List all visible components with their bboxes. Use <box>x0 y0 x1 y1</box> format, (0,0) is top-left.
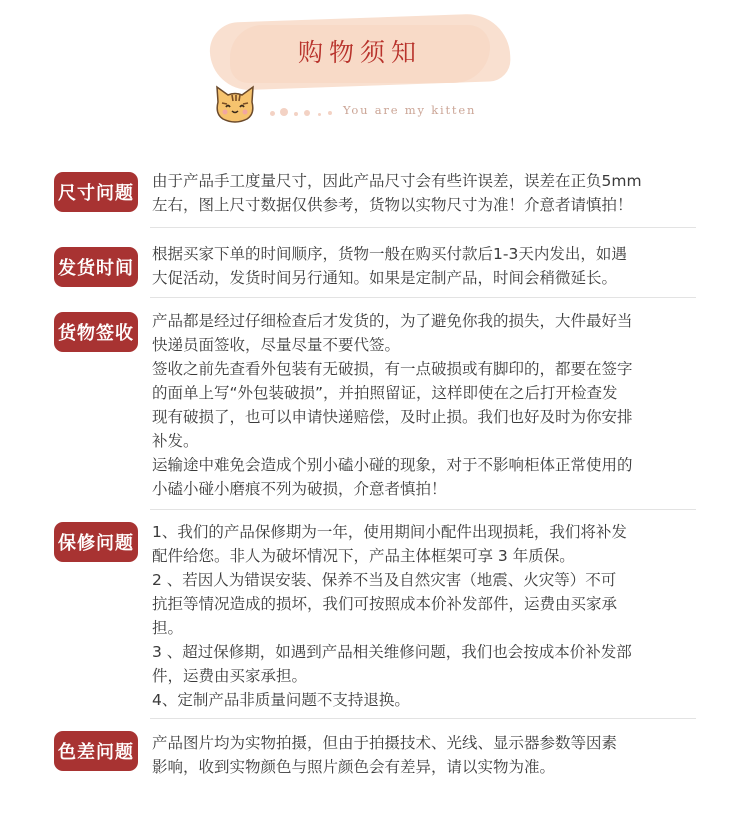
divider <box>150 297 696 298</box>
content-line: 小磕小碰小磨痕不列为破损，介意者慎拍！ <box>152 480 447 498</box>
section-badge: 保修问题 <box>54 522 138 562</box>
content-line: 现有破损了，也可以申请快递赔偿，及时止损。我们也好及时为你安排 <box>152 408 633 426</box>
section-badge: 色差问题 <box>54 731 138 771</box>
page-subtitle: You are my kitten <box>343 103 477 117</box>
content-line: 大促活动，发货时间另行通知。如果是定制产品，时间会稍微延长。 <box>152 269 618 287</box>
content-line: 运输途中难免会造成个别小磕小碰的现象，对于不影响柜体正常使用的 <box>152 456 633 474</box>
cat-face-icon <box>213 84 257 124</box>
section-badge: 发货时间 <box>54 247 138 287</box>
content-line: 影响，收到实物颜色与照片颜色会有差异，请以实物为准。 <box>152 758 556 776</box>
section-content <box>152 169 697 217</box>
content-line: 4、定制产品非质量问题不支持退换。 <box>152 691 410 709</box>
section-badge: 尺寸问题 <box>54 172 138 212</box>
content-line: 签收之前先查看外包装有无破损，有一点破损或有脚印的，都要在签字 <box>152 360 633 378</box>
section-content <box>152 242 697 290</box>
content-line: 2 、若因人为错误安装、保养不当及自然灾害（地震、火灾等）不可 <box>152 571 617 589</box>
content-line: 快递员面签收，尽量尽量不要代签。 <box>152 336 401 354</box>
section-content <box>152 309 697 501</box>
content-line: 配件给您。非人为破坏情况下，产品主体框架可享 3 年质保。 <box>152 547 575 565</box>
content-line: 产品图片均为实物拍摄，但由于拍摄技术、光线、显示器参数等因素 <box>152 734 618 752</box>
divider <box>150 509 696 510</box>
content-line: 3 、超过保修期，如遇到产品相关维修问题，我们也会按成本价补发部 <box>152 643 632 661</box>
page-title: 购物须知 <box>297 38 422 67</box>
section-content <box>152 520 697 712</box>
divider <box>150 718 696 719</box>
header <box>0 0 750 140</box>
content-line: 补发。 <box>152 432 199 450</box>
content-line: 左右，图上尺寸数据仅供参考，货物以实物尺寸为准！介意者请慎拍！ <box>152 196 633 214</box>
content-line: 根据买家下单的时间顺序，货物一般在购买付款后1-3天内发出，如遇 <box>152 245 627 263</box>
content-line: 件，运费由买家承担。 <box>152 667 308 685</box>
content-line: 产品都是经过仔细检查后才发货的，为了避免你我的损失，大件最好当 <box>152 312 633 330</box>
content-line: 担。 <box>152 619 184 637</box>
section-content <box>152 731 697 779</box>
content-line: 的面单上写“外包装破损”，并拍照留证，这样即使在之后打开检查发 <box>152 384 618 402</box>
content-line: 由于产品手工度量尺寸，因此产品尺寸会有些许误差，误差在正负5mm <box>152 172 642 190</box>
content-line: 抗拒等情况造成的损坏，我们可按照成本价补发部件，运费由买家承 <box>152 595 618 613</box>
section-badge: 货物签收 <box>54 312 138 352</box>
divider <box>150 227 696 228</box>
content-line: 1、我们的产品保修期为一年，使用期间小配件出现损耗，我们将补发 <box>152 523 627 541</box>
